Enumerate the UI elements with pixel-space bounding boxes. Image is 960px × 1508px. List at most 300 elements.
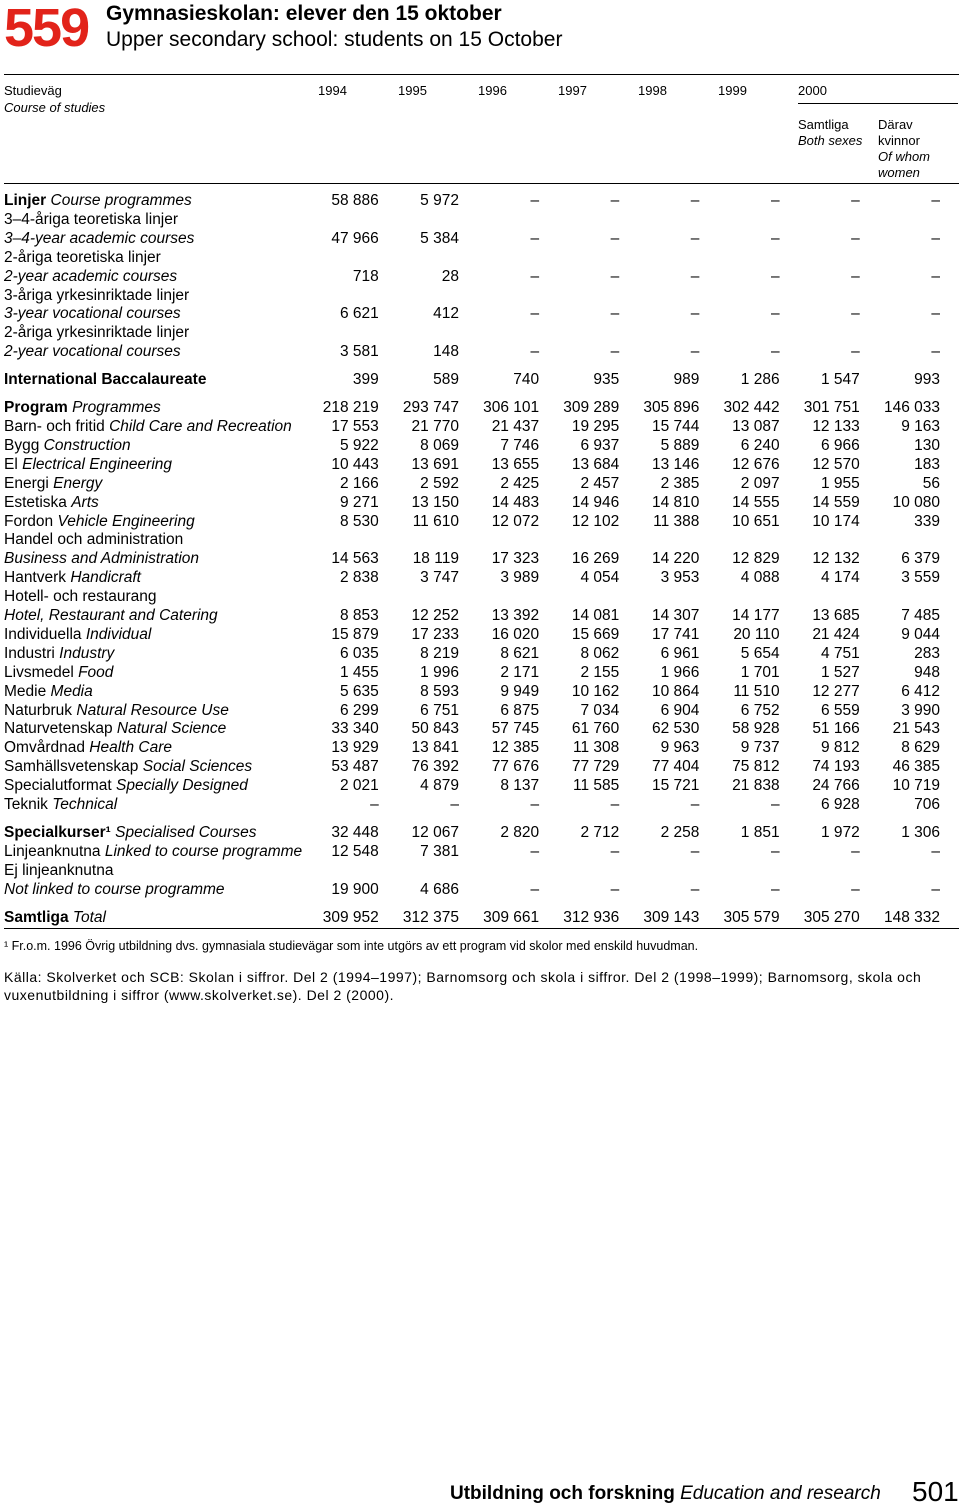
- table-cell: –: [851, 842, 860, 860]
- row-label-sv: Naturbruk: [4, 701, 73, 719]
- row-label-en: Energy: [53, 474, 103, 492]
- row-label: [4, 720, 323, 739]
- row-label: [4, 192, 323, 211]
- table-cell: 15 744: [652, 417, 700, 435]
- table-cell: 4 751: [820, 644, 860, 662]
- table-cell: 948: [914, 663, 940, 681]
- table-cell: 3 747: [420, 569, 459, 587]
- table-cell: 14 563: [331, 550, 379, 568]
- table-cell: 77 404: [652, 758, 700, 776]
- table-cell: –: [931, 305, 940, 323]
- table-cell: 16 020: [491, 625, 540, 643]
- table-cell: 7 746: [500, 436, 540, 454]
- table-row: [4, 249, 940, 268]
- page-subtitle: Upper secondary school: students on 15 October: [106, 28, 563, 51]
- table-cell: [860, 862, 940, 881]
- row-label-en: Electrical Engineering: [22, 455, 173, 473]
- table-cell: –: [770, 192, 780, 209]
- table-cell: 53 487: [331, 758, 379, 776]
- table-cell: [539, 324, 619, 343]
- table-cell: 989: [673, 371, 700, 389]
- women-header-sv: Därav: [878, 117, 913, 132]
- row-label-sv: Livsmedel: [4, 663, 74, 681]
- table-cell: 9 163: [901, 417, 940, 435]
- table-cell: 15 879: [331, 625, 379, 643]
- table-cell: 3 581: [340, 343, 379, 361]
- source-note: Källa: Skolverket och SCB: Skolan i siffror. Del 2 (1994–1997); Barnomsorg och skola i siffror. Del 2 (1998–1999); Barnomsorg, skola och vuxenutbildning i siffror (www.skolverket.se). Del 2 (2000).: [4, 969, 922, 1003]
- table-cell: 8 069: [420, 436, 459, 454]
- table-cell: 21 770: [411, 417, 459, 435]
- row-label: [4, 456, 323, 475]
- table-cell: [699, 531, 779, 550]
- both-sexes-header-en: Both sexes: [798, 133, 863, 148]
- table-cell: 148: [433, 343, 459, 361]
- table-cell: 12 277: [812, 682, 860, 700]
- row-label-sv: El: [4, 455, 18, 473]
- table-cell: –: [610, 229, 620, 247]
- table-cell: 6 904: [660, 701, 700, 719]
- table-cell: [860, 324, 940, 343]
- table-cell: [459, 588, 539, 607]
- row-label-sv: Hantverk: [4, 569, 67, 587]
- row-label-en: Technical: [52, 796, 118, 814]
- table-row: [4, 758, 940, 777]
- year-header-1995: 1995: [398, 83, 427, 98]
- table-row: [4, 494, 940, 513]
- table-cell: [539, 588, 619, 607]
- table-cell: [860, 531, 940, 550]
- row-label: [4, 758, 323, 777]
- row-label: [4, 881, 323, 900]
- table-cell: –: [690, 880, 700, 898]
- table-cell: [539, 287, 619, 306]
- table-cell: –: [610, 192, 620, 209]
- table-cell: –: [530, 305, 540, 323]
- table-cell: [323, 324, 379, 343]
- table-cell: 6 875: [500, 701, 540, 719]
- table-cell: 50 843: [411, 720, 459, 738]
- row-label: [4, 362, 323, 390]
- table-row: [4, 531, 940, 550]
- row-label-sv: Samtliga: [4, 908, 69, 926]
- table-cell: 21 543: [892, 720, 940, 738]
- table-cell: –: [770, 842, 780, 860]
- row-label-sv: Estetiska: [4, 493, 67, 511]
- row-label-en: Vehicle Engineering: [57, 512, 195, 530]
- table-cell: 2 171: [500, 663, 540, 681]
- table-cell: 75 812: [732, 758, 780, 776]
- year-header-1996: 1996: [478, 83, 507, 98]
- table-cell: 2 820: [500, 824, 540, 841]
- table-cell: [379, 862, 459, 881]
- table-cell: 6 752: [740, 701, 780, 719]
- table-cell: [459, 862, 539, 881]
- table-cell: 148 332: [883, 908, 940, 926]
- table-cell: 305 270: [803, 908, 860, 926]
- table-cell: [459, 249, 539, 268]
- table-row: [4, 683, 940, 702]
- table-cell: 13 146: [652, 455, 700, 473]
- table-row: [4, 343, 940, 362]
- table-cell: 8 137: [500, 777, 540, 795]
- table-cell: 6 751: [420, 701, 459, 719]
- row-label-sv: 3-åriga yrkesinriktade linjer: [4, 286, 190, 304]
- table-cell: 32 448: [331, 824, 379, 841]
- table-cell: 10 864: [652, 682, 700, 700]
- row-label-en: Industry: [59, 644, 115, 662]
- table-cell: [619, 211, 699, 230]
- table-row: [4, 607, 940, 626]
- table-cell: 28: [441, 267, 459, 285]
- table-cell: [539, 211, 619, 230]
- table-cell: [539, 862, 619, 881]
- row-label: [4, 475, 323, 494]
- table-cell: [699, 249, 779, 268]
- table-cell: 5 922: [340, 436, 379, 454]
- table-cell: 4 879: [420, 777, 459, 795]
- table-cell: 8 062: [580, 644, 620, 662]
- row-label: [4, 796, 323, 815]
- table-cell: 14 946: [571, 493, 620, 511]
- table-row: [4, 626, 940, 645]
- table-row: [4, 362, 940, 390]
- table-cell: 8 853: [340, 607, 379, 625]
- table-row: [4, 305, 940, 324]
- row-label: [4, 513, 323, 532]
- row-label-sv: Teknik: [4, 796, 48, 814]
- table-row: [4, 815, 940, 843]
- row-label: [4, 900, 323, 928]
- table-cell: 1 955: [820, 474, 860, 492]
- table-cell: 130: [914, 436, 940, 454]
- row-label: [4, 418, 323, 437]
- table-cell: 7 381: [420, 842, 459, 860]
- table-cell: –: [931, 842, 940, 860]
- table-cell: 1 547: [820, 371, 860, 389]
- table-cell: 718: [352, 267, 379, 285]
- table-cell: [459, 287, 539, 306]
- table-cell: 309 143: [643, 908, 700, 926]
- table-cell: 16 269: [571, 550, 620, 568]
- row-label-en: Specialised Courses: [115, 824, 257, 841]
- row-label-sv: Bygg: [4, 436, 40, 454]
- table-cell: [323, 862, 379, 881]
- table-cell: 76 392: [411, 758, 459, 776]
- table-row: [4, 720, 940, 739]
- table-cell: [699, 588, 779, 607]
- row-label: [4, 664, 323, 683]
- table-cell: [780, 249, 860, 268]
- table-row: [4, 324, 940, 343]
- table-cell: 6 299: [340, 701, 379, 719]
- table-cell: 21 424: [812, 625, 860, 643]
- table-cell: 13 929: [331, 739, 379, 757]
- table-row: [4, 881, 940, 900]
- table-row: [4, 550, 940, 569]
- row-label-sv: Hotell- och restaurang: [4, 588, 157, 606]
- row-label-en: Course programmes: [50, 192, 192, 209]
- table-cell: [539, 531, 619, 550]
- table-cell: 2 592: [420, 474, 459, 492]
- table-cell: 1 306: [901, 824, 940, 841]
- table-cell: –: [851, 229, 860, 247]
- table-cell: 18 119: [412, 550, 459, 568]
- table-cell: 293 747: [402, 399, 459, 417]
- row-label-en: 3–4-year academic courses: [4, 229, 195, 247]
- row-label-en: Natural Science: [116, 720, 227, 738]
- table-cell: 1 851: [740, 824, 780, 841]
- table-cell: 4 088: [740, 569, 780, 587]
- row-label: [4, 494, 323, 513]
- row-label-en: Business and Administration: [4, 550, 199, 568]
- row-label-en: Total: [72, 908, 106, 926]
- table-row: [4, 588, 940, 607]
- table-cell: 309 661: [483, 908, 540, 926]
- table-cell: 2 097: [740, 474, 780, 492]
- table-cell: [780, 324, 860, 343]
- row-label-sv: Program: [4, 399, 68, 417]
- row-label: [4, 862, 323, 881]
- table-cell: 6 035: [340, 644, 379, 662]
- table-cell: [379, 588, 459, 607]
- table-cell: –: [851, 880, 860, 898]
- table-row: [4, 739, 940, 758]
- table-row: [4, 664, 940, 683]
- table-row: [4, 268, 940, 287]
- table-cell: 1 286: [740, 371, 780, 389]
- table-cell: 14 220: [652, 550, 700, 568]
- table-cell: [619, 862, 699, 881]
- table-row: [4, 437, 940, 456]
- table-cell: 412: [433, 305, 459, 323]
- table-cell: 283: [914, 644, 940, 662]
- row-label-en: Handicraft: [70, 569, 141, 587]
- row-label-sv: International Baccalaureate: [4, 371, 207, 389]
- table-cell: 10 719: [892, 777, 940, 795]
- table-cell: 309 952: [322, 908, 379, 926]
- row-label-en: Not linked to course programme: [4, 880, 225, 898]
- table-cell: [699, 324, 779, 343]
- table-cell: 12 676: [732, 455, 780, 473]
- table-cell: 61 760: [571, 720, 620, 738]
- table-cell: 5 889: [660, 436, 700, 454]
- table-cell: 3 989: [500, 569, 540, 587]
- table-cell: 12 102: [571, 512, 620, 530]
- table-cell: –: [690, 267, 700, 285]
- row-label-sv: Samhällsvetenskap: [4, 758, 139, 776]
- women-header-en2: women: [878, 165, 920, 180]
- row-label: [4, 702, 323, 721]
- row-label-en: Linked to course programme: [104, 842, 303, 860]
- table-cell: –: [770, 343, 780, 361]
- table-cell: 339: [914, 512, 940, 530]
- row-label-en: 3-year vocational courses: [4, 305, 181, 323]
- row-label: [4, 588, 323, 607]
- row-label-en: Social Sciences: [142, 758, 253, 776]
- table-cell: [379, 211, 459, 230]
- row-label: [4, 569, 323, 588]
- table-cell: 14 555: [732, 493, 780, 511]
- table-cell: 146 033: [883, 399, 940, 417]
- table-cell: 13 685: [812, 607, 860, 625]
- table-cell: 14 307: [652, 607, 700, 625]
- table-cell: 24 766: [812, 777, 860, 795]
- table-cell: [379, 249, 459, 268]
- row-label-en: Child Care and Recreation: [109, 417, 292, 435]
- table-cell: 12 829: [732, 550, 780, 568]
- table-cell: 12 385: [491, 739, 540, 757]
- table-cell: 2 021: [340, 777, 379, 795]
- row-label-en: Hotel, Restaurant and Catering: [4, 607, 218, 625]
- table-cell: 3 559: [901, 569, 940, 587]
- table-cell: –: [931, 229, 940, 247]
- table-cell: 1 455: [340, 663, 379, 681]
- table-cell: 5 972: [420, 192, 459, 209]
- table-cell: 8 219: [420, 644, 459, 662]
- row-label: [4, 531, 323, 550]
- table-row: [4, 418, 940, 437]
- row-label-en: Individual: [85, 625, 152, 643]
- table-cell: 2 155: [580, 663, 620, 681]
- table-cell: 2 258: [660, 824, 700, 841]
- row-label-sv: Medie: [4, 682, 47, 700]
- table-cell: 1 966: [660, 663, 700, 681]
- row-label-sv: 2-åriga yrkesinriktade linjer: [4, 324, 190, 342]
- table-row: [4, 475, 940, 494]
- table-cell: 17 553: [331, 417, 379, 435]
- table-cell: 20 110: [733, 625, 780, 643]
- row-label-en: Health Care: [89, 739, 173, 757]
- table-cell: 17 741: [652, 625, 700, 643]
- table-cell: 6 966: [820, 436, 860, 454]
- table-cell: 4 174: [820, 569, 860, 587]
- table-cell: –: [610, 267, 620, 285]
- row-label-sv: Specialkurser¹: [4, 824, 111, 841]
- table-cell: 4 054: [580, 569, 620, 587]
- table-cell: 15 669: [571, 625, 620, 643]
- table-cell: [780, 531, 860, 550]
- table-cell: 33 340: [331, 720, 379, 738]
- table-row: [4, 862, 940, 881]
- row-label-en: Natural Resource Use: [76, 701, 229, 719]
- page-title: Gymnasieskolan: elever den 15 oktober: [106, 2, 502, 25]
- table-cell: –: [770, 880, 780, 898]
- year-header-1997: 1997: [558, 83, 587, 98]
- table-cell: [860, 588, 940, 607]
- table-cell: 301 751: [803, 399, 860, 417]
- table-cell: [780, 862, 860, 881]
- row-label: [4, 249, 323, 268]
- table-cell: –: [610, 880, 620, 898]
- row-label-en: Media: [50, 682, 93, 700]
- table-cell: 8 621: [500, 644, 540, 662]
- table-cell: 12 252: [411, 607, 459, 625]
- table-cell: 10 162: [571, 682, 620, 700]
- table-cell: [323, 287, 379, 306]
- table-cell: –: [690, 343, 700, 361]
- table-cell: [699, 862, 779, 881]
- table-cell: [780, 588, 860, 607]
- table-cell: 10 651: [732, 512, 780, 530]
- table-row: [4, 645, 940, 664]
- table-cell: –: [610, 842, 620, 860]
- table-cell: 13 841: [411, 739, 459, 757]
- table-cell: 10 080: [892, 493, 940, 511]
- table-cell: –: [690, 842, 700, 860]
- table-cell: –: [690, 305, 700, 323]
- row-label: [4, 843, 323, 862]
- table-cell: 74 193: [812, 758, 860, 776]
- table-cell: 13 087: [732, 417, 780, 435]
- table-cell: 11 510: [733, 682, 780, 700]
- table-cell: 6 961: [660, 644, 700, 662]
- table-cell: [619, 588, 699, 607]
- table-cell: 309 289: [563, 399, 620, 417]
- row-label: [4, 211, 323, 230]
- table-cell: 5 654: [740, 644, 780, 662]
- table-cell: 305 579: [723, 908, 780, 926]
- table-cell: [780, 287, 860, 306]
- table-cell: 14 081: [571, 607, 620, 625]
- table-cell: 740: [513, 371, 540, 389]
- row-label-sv: Industri: [4, 644, 55, 662]
- table-cell: 306 101: [483, 399, 540, 417]
- table-cell: 6 379: [901, 550, 940, 568]
- row-label-sv: Specialutformat: [4, 777, 112, 795]
- table-row: [4, 777, 940, 796]
- table-cell: 13 684: [571, 455, 620, 473]
- table-cell: [539, 249, 619, 268]
- table-cell: –: [690, 796, 700, 814]
- table-number: 559: [4, 0, 89, 58]
- row-label: [4, 550, 323, 569]
- footer-section-en: Education and research: [680, 1483, 881, 1504]
- table-cell: 218 219: [322, 399, 379, 417]
- table-cell: 312 936: [563, 908, 620, 926]
- table-cell: 58 886: [331, 192, 379, 209]
- row-label-sv: 3–4-åriga teoretiska linjer: [4, 210, 179, 228]
- table-cell: 21 838: [732, 777, 780, 795]
- table-cell: 6 928: [820, 796, 860, 814]
- row-label-sv: Energi: [4, 474, 49, 492]
- table-cell: 9 949: [500, 682, 540, 700]
- row-label: [4, 626, 323, 645]
- table-cell: 9 271: [340, 493, 379, 511]
- table-cell: –: [770, 267, 780, 285]
- table-cell: –: [931, 880, 940, 898]
- table-cell: –: [610, 305, 620, 323]
- table-cell: [323, 531, 379, 550]
- row-label: [4, 230, 323, 249]
- women-header-sv2: kvinnor: [878, 133, 920, 148]
- row-label-sv: Barn- och fritid: [4, 417, 105, 435]
- table-cell: 51 166: [812, 720, 860, 738]
- table-cell: 6 937: [580, 436, 620, 454]
- table-cell: 12 548: [331, 842, 379, 860]
- students-table: [4, 192, 940, 928]
- table-cell: 3 990: [901, 701, 940, 719]
- both-sexes-header-sv: Samtliga: [798, 117, 849, 132]
- table-cell: 2 712: [580, 824, 620, 841]
- header-rule: [4, 183, 959, 184]
- table-cell: [780, 211, 860, 230]
- footnote: ¹ Fr.o.m. 1996 Övrig utbildning dvs. gymnasiala studievägar som inte utgörs av ett program vid skolor med enskild huvudman.: [4, 939, 699, 953]
- table-cell: [860, 287, 940, 306]
- row-label-sv: Linjeanknutna: [4, 842, 101, 860]
- table-cell: [699, 287, 779, 306]
- table-row: [4, 390, 940, 418]
- table-cell: 77 729: [571, 758, 620, 776]
